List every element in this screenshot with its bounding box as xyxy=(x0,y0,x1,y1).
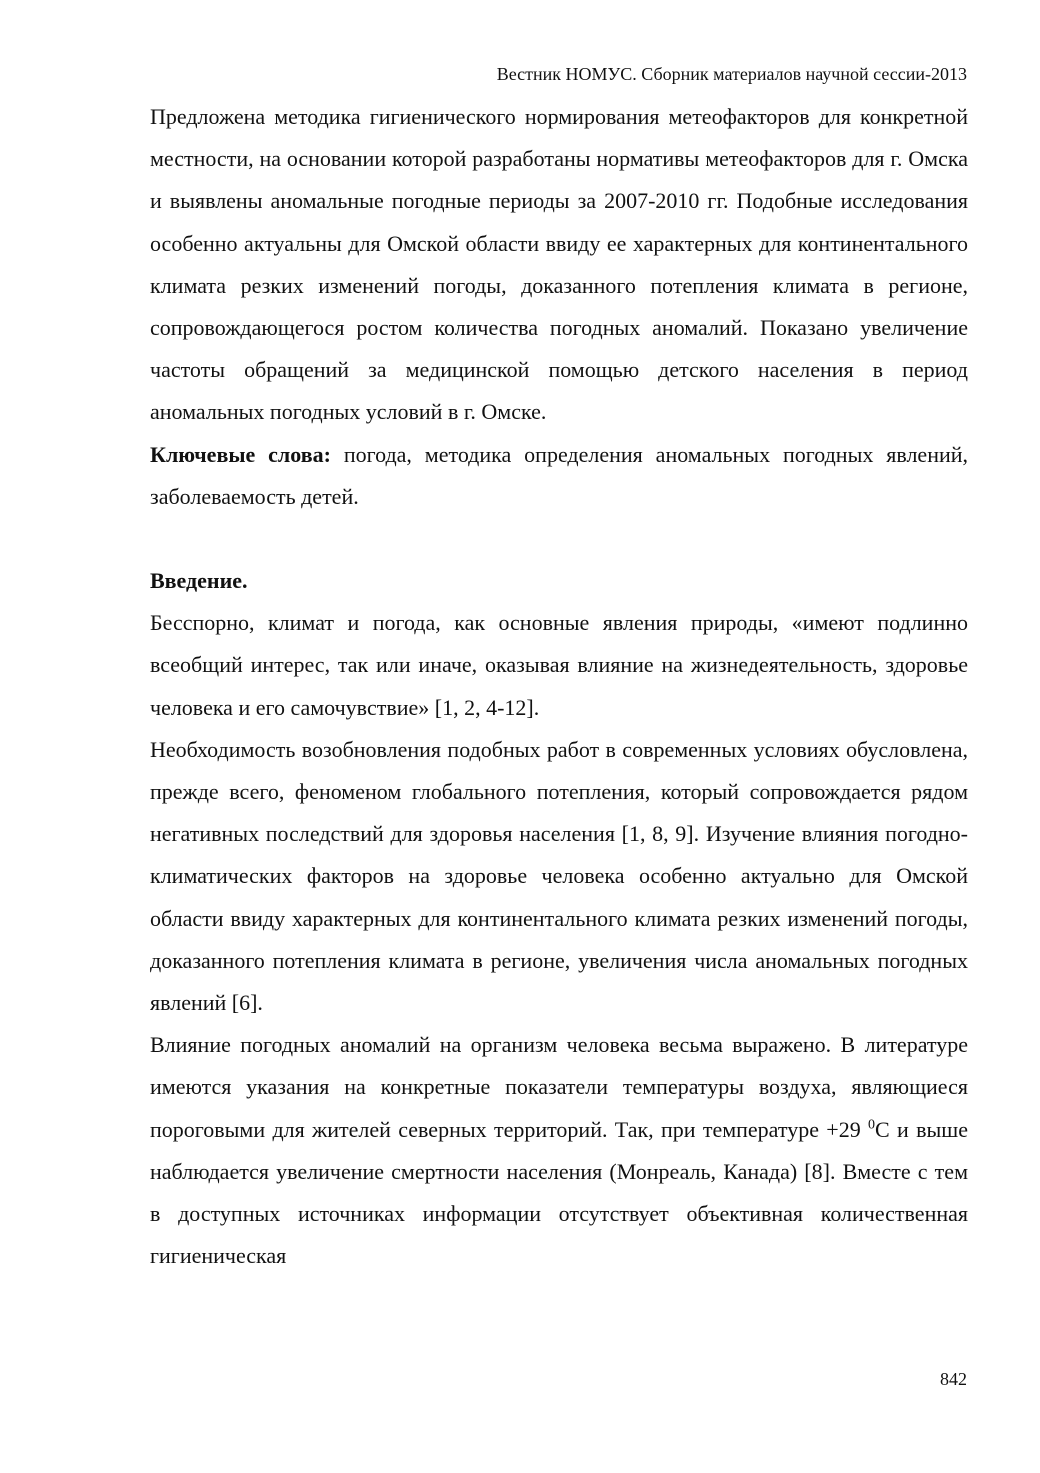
keywords-paragraph xyxy=(150,434,968,518)
intro-paragraph-3-end: С и выше наблюдается увеличение смертности населения (Монреаль, Канада) [8]. Вместе с тем в доступных источниках информации отсутствует объективная количественная гигиеническая xyxy=(150,1116,969,1269)
running-header: Вестник НОМУС. Сборник материалов научной сессии-2013 xyxy=(496,64,967,84)
intro-paragraph-2: Необходимость возобновления подобных работ в современных условиях обусловлена, прежде всего, феноменом глобального потепления, который сопровождается рядом негативных последствий для здоровья населения [1, 8, 9]. Изучение влияния погодно-климатических факторов на здоровье человека особенно актуально для Омской области ввиду характерных для континентального климата резких изменений погоды, доказанного потепления климата в регионе, увеличения числа аномальных погодных явлений [6]. xyxy=(150,736,968,1016)
abstract-paragraph: Предложена методика гигиенического нормирования метеофакторов для конкретной местности, на основании которой разработаны нормативы метеофакторов для г. Омска и выявлены аномальные погодные периоды за 2007-2010 гг. Подобные исследования особенно актуальны для Омской области ввиду ее характерных для континентального климата резких изменений погоды, доказанного потепления климата в регионе, сопровождающегося ростом количества погодных аномалий. Показано увеличение частоты обращений за медицинской помощью детского населения в период аномальных погодных условий в г. Омске. xyxy=(150,104,968,425)
intro-paragraph-3-start: Влияние погодных аномалий на организм человека весьма выражено. В литературе имеются указания на конкретные показатели температуры воздуха, являющиеся пороговыми для жителей северных территорий. Так, при температуре +29 xyxy=(150,1032,968,1142)
keywords-label: Ключевые слова: xyxy=(150,441,331,467)
page-body xyxy=(150,96,968,1277)
section-heading-introduction: Введение. xyxy=(150,568,248,594)
page-number: 842 xyxy=(940,1369,967,1389)
intro-paragraph-3 xyxy=(150,1024,968,1277)
degree-superscript: 0 xyxy=(868,1117,876,1133)
intro-paragraph-1: Бесспорно, климат и погода, как основные явления природы, «имеют подлинно всеобщий интерес, так или иначе, оказывая влияние на жизнедеятельность, здоровье человека и его самочувствие» [1, 2, 4-12]. xyxy=(150,610,968,720)
keywords-text: погода, методика определения аномальных погодных явлений, заболеваемость детей. xyxy=(150,441,969,509)
